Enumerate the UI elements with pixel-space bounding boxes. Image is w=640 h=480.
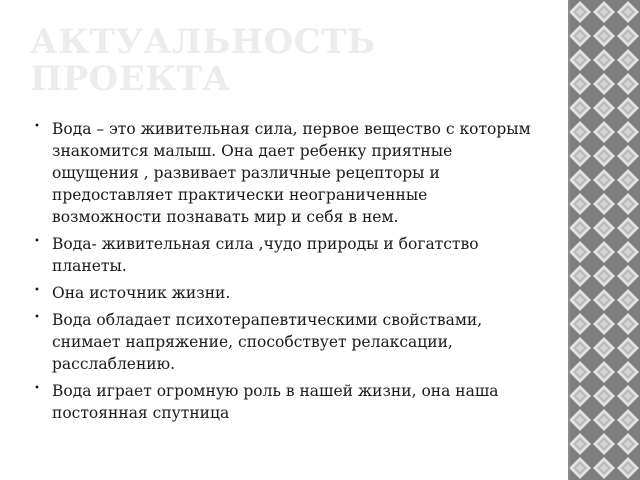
bullet-marker: • — [34, 383, 40, 394]
decorative-diamond-band — [568, 0, 640, 480]
band-edge-line — [568, 0, 570, 480]
bullet-text: Вода играет огромную роль в нашей жизни, она наша постоянная спутница — [52, 382, 499, 422]
bullet-marker: • — [34, 121, 40, 132]
bullet-text: Вода обладает психотерапевтическими свойствами, снимает напряжение, способствует релаксации, расслаблению. — [52, 311, 483, 373]
bullet-item — [34, 282, 534, 304]
bullet-marker: • — [34, 236, 40, 247]
bullet-text: Она источник жизни. — [52, 284, 231, 302]
bullet-text: Вода – это живительная сила, первое вещество с которым знакомится малыш. Она дает ребенку приятные ощущения , развивает различные рецепторы и предоставляет практически неограниченные возможности познавать мир и себя в нем. — [52, 120, 531, 226]
bullet-item — [34, 233, 534, 277]
bullet-item — [34, 118, 534, 228]
bullet-item — [34, 380, 534, 424]
slide-title: АКТУАЛЬНОСТЬ ПРОЕКТА — [30, 22, 376, 99]
bullet-text: Вода- живительная сила ,чудо природы и богатство планеты. — [52, 235, 479, 275]
diamond-pattern — [568, 0, 640, 480]
bullet-list — [34, 118, 534, 429]
bullet-marker: • — [34, 285, 40, 296]
bullet-item — [34, 309, 534, 375]
bullet-marker: • — [34, 312, 40, 323]
